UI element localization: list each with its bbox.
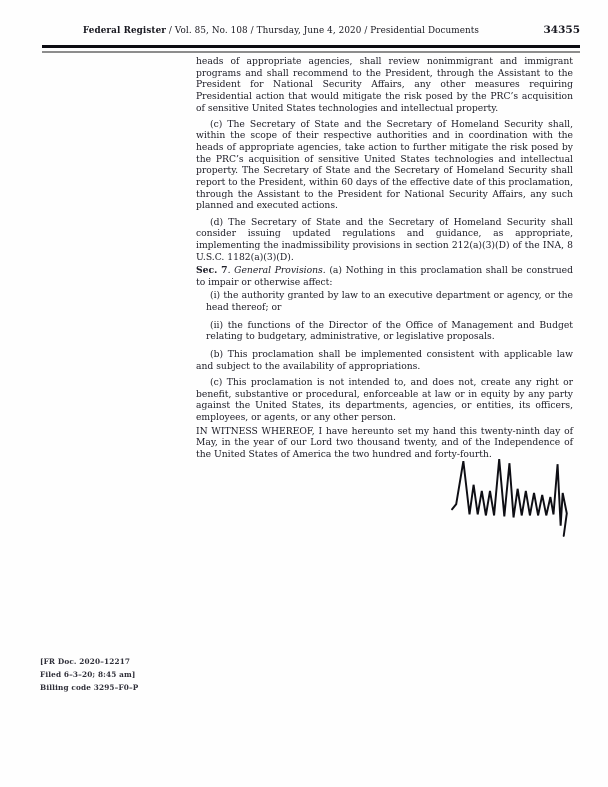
subparagraph-ii: (ii) the functions of the Director of the Office of Management and Budget relating to budgetary, administrative, or legislative proposals.	[206, 319, 573, 343]
section-number: Sec. 7	[196, 265, 228, 277]
page-number: 34355	[543, 24, 580, 36]
paragraph-b: (b) This proclamation shall be implemented consistent with applicable law and subject to the availability of appropriations.	[196, 349, 573, 372]
fr-doc-number: [FR Doc. 2020–12217	[40, 657, 131, 666]
subparagraph-i: (i) the authority granted by law to an executive department or agency, or the head thereof; or	[206, 290, 573, 314]
header-rule-thin	[42, 51, 580, 53]
page-header	[42, 26, 580, 42]
paragraph-c: (c) The Secretary of State and the Secretary of Homeland Security shall, within the scope of their respective authorities and in coordination with the heads of appropriate agencies, take action to further mitigate the risk posed by the PRC’s acquisition of sensitive United States technologies and intellectual property. The Secretary of State and the Secretary of Homeland Security shall report to the President, within 60 days of the effective date of this proclamation, through the Assistant to the President for National Security Affairs, any such planned and executed actions.	[196, 118, 573, 212]
running-head	[42, 26, 520, 36]
header-rule-thick	[42, 45, 580, 48]
paragraph-continuation: heads of appropriate agencies, shall review nonimmigrant and immigrant programs and shall recommend to the President, through the Assistant to the President for National Security Affairs, any other measures requiring Presidential action that would mitigate the risk posed by the PRC’s acquisition of sensitive United States technologies and intellectual property.	[196, 56, 573, 114]
document-body	[196, 56, 573, 465]
paragraph-d: (d) The Secretary of State and the Secretary of Homeland Security shall consider issuing updated regulations and guidance, as appropriate, implementing the inadmissibility provisions in section 212(a)(3)(D) of the INA, 8 U.S.C. 1182(a)(3)(D).	[196, 216, 573, 263]
journal-title: Federal Register	[82, 26, 167, 36]
section-title: General Provisions.	[234, 265, 326, 277]
section-7-heading: Sec. 7. General Provisions. (a) Nothing in this proclamation shall be construed to impair or otherwise affect:	[196, 265, 573, 288]
presidential-signature	[448, 455, 576, 539]
paragraph-c2: (c) This proclamation is not intended to, and does not, create any right or benefit, substantive or procedural, enforceable at law or in equity by any party against the United States, its departments, agencies, or entities, its officers, employees, or agents, or any other person.	[196, 376, 573, 423]
section-7-text: (a) Nothing in this proclamation shall be construed to impair or otherwise affect:	[196, 265, 573, 288]
signature-icon	[448, 455, 576, 539]
filed-date: Filed 6–3–20; 8:45 am]	[40, 670, 136, 680]
witness-clause: IN WITNESS WHEREOF, I have hereunto set my hand this twenty-ninth day of May, in the year of our Lord two thousand twenty, and of the Independence of the United States of America the two hundred and forty-fourth.	[196, 425, 573, 460]
billing-code: Billing code 3295–F0–P	[40, 683, 139, 693]
document-footer	[40, 655, 138, 695]
issue-info: / Vol. 85, No. 108 / Thursday, June 4, 2020 / Presidential Documents	[166, 26, 480, 36]
